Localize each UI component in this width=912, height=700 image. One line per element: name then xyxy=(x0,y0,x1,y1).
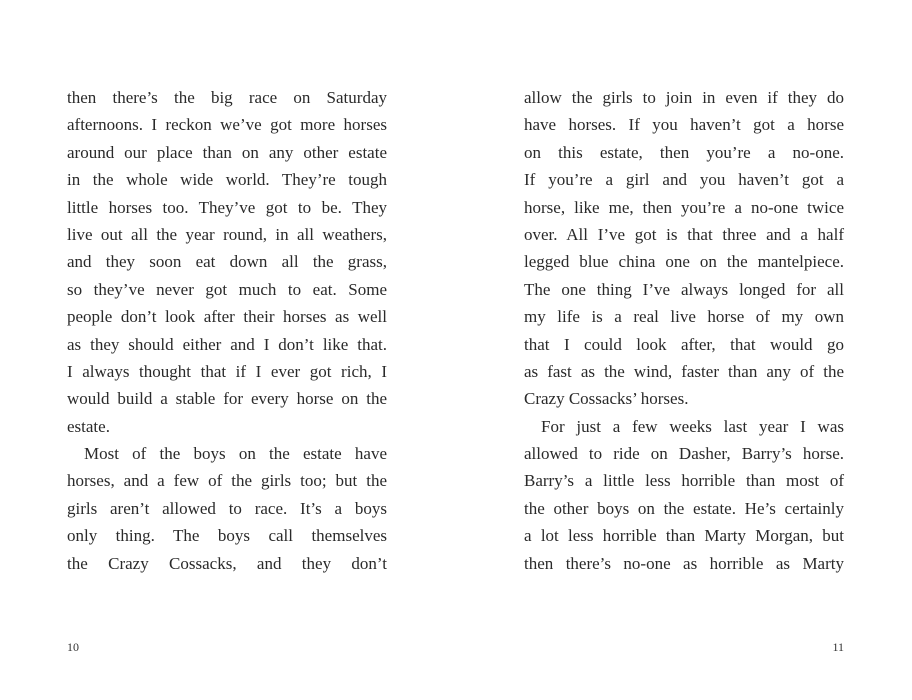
text-line: would build a stable for every horse on the xyxy=(67,389,387,409)
text-line: Most of the boys on the estate have xyxy=(84,444,387,464)
text-line: For just a few weeks last year I was xyxy=(541,416,844,436)
text-line: legged blue china one on the mantelpiece. xyxy=(524,252,844,272)
text-line: that I could look after, that would go xyxy=(524,334,844,354)
text-line: in the whole wide world. They’re tough xyxy=(67,170,387,190)
text-line: as fast as the wind, faster than any of the xyxy=(524,361,844,381)
page-number: 10 xyxy=(67,640,79,654)
right-page-text xyxy=(524,84,844,577)
text-line: around our place than on any other estate xyxy=(67,142,387,162)
text-line: estate. xyxy=(67,416,110,436)
page-number: 11 xyxy=(832,640,844,654)
text-line: people don’t look after their horses as well xyxy=(67,307,387,327)
right-page xyxy=(456,0,912,700)
text-line: If you’re a girl and you haven’t got a xyxy=(524,170,844,190)
text-line: Crazy Cossacks’ horses. xyxy=(524,389,689,409)
text-line: girls aren’t allowed to race. It’s a boys xyxy=(67,498,387,518)
text-line: on this estate, then you’re a no-one. xyxy=(524,142,844,162)
text-line: have horses. If you haven’t got a horse xyxy=(524,115,844,135)
text-line: as they should either and I don’t like that. xyxy=(67,334,387,354)
text-line: then there’s the big race on Saturday xyxy=(67,88,387,107)
text-line: little horses too. They’ve got to be. They xyxy=(67,197,387,217)
text-line: my life is a real live horse of my own xyxy=(524,307,844,327)
text-line: over. All I’ve got is that three and a half xyxy=(524,224,844,244)
text-line: live out all the year round, in all weathers, xyxy=(67,224,387,244)
text-line: horses, and a few of the girls too; but the xyxy=(67,471,387,491)
text-line: I always thought that if I ever got rich, I xyxy=(67,361,387,381)
text-line: allowed to ride on Dasher, Barry’s horse. xyxy=(524,444,844,464)
left-page-text xyxy=(67,84,387,577)
text-line: the other boys on the estate. He’s certainly xyxy=(524,498,844,518)
text-line: the Crazy Cossacks, and they don’t xyxy=(67,553,387,573)
text-line: and they soon eat down all the grass, xyxy=(67,252,387,272)
text-line: horse, like me, then you’re a no-one twice xyxy=(524,197,844,217)
text-line: so they’ve never got much to eat. Some xyxy=(67,279,387,299)
text-line: a lot less horrible than Marty Morgan, but xyxy=(524,526,844,546)
text-line: The one thing I’ve always longed for all xyxy=(524,279,844,299)
text-line: only thing. The boys call themselves xyxy=(67,526,387,546)
text-line: allow the girls to join in even if they do xyxy=(524,88,844,107)
text-line: Barry’s a little less horrible than most of xyxy=(524,471,844,491)
text-line: then there’s no-one as horrible as Marty xyxy=(524,553,844,573)
text-line: afternoons. I reckon we’ve got more horses xyxy=(67,115,387,135)
